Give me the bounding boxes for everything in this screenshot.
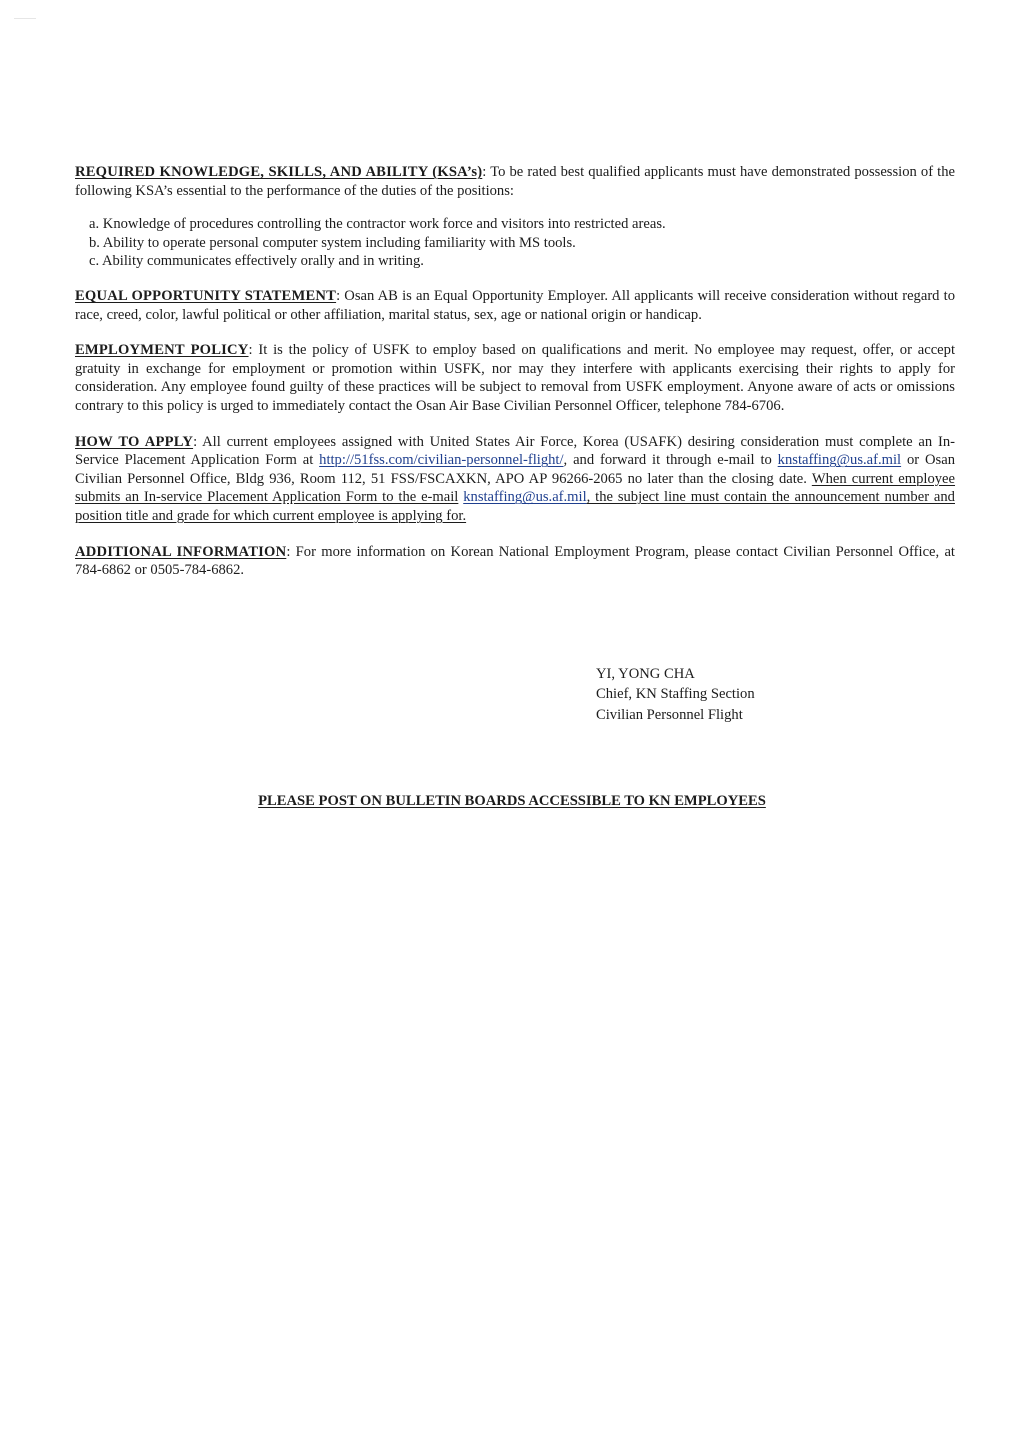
equal-opportunity-section: EQUAL OPPORTUNITY STATEMENT: Osan AB is an Equal Opportunity Employer. All applicants will receive consideration without regard to race, creed, color, lawful political or other affiliation, marital status, sex, age or national origin or handicap.: [75, 287, 955, 323]
signatory-office: Civilian Personnel Flight: [596, 706, 743, 723]
how-to-apply-text: , and forward it through e-mail to: [563, 452, 772, 469]
signatory-name: YI, YONG CHA: [596, 666, 695, 682]
posting-notice: PLEASE POST ON BULLETIN BOARDS ACCESSIBLE TO KN EMPLOYEES: [258, 793, 766, 809]
additional-info-heading: ADDITIONAL INFORMATION: [75, 543, 287, 560]
employment-policy-section: EMPLOYMENT POLICY: It is the policy of USFK to employ based on qualifications and merit. No employee may request, offer, or accept gratuity in exchange for employment or promotion within USFK, nor may they interfere with applicants exercising their rights to apply for consideration. Any employee found guilty of these practices will be subject to removal from USFK employment. Anyone aware of acts or omissions contrary to this policy is urged to immediately contact the Osan Air Base Civilian Personnel Officer, telephone 784-6706.: [75, 342, 955, 414]
staffing-email-link[interactable]: knstaffing@us.af.mil: [777, 452, 902, 469]
application-form-link[interactable]: http://51fss.com/civilian-personnel-flight/: [319, 452, 564, 469]
list-item: b. Ability to operate personal computer system including familiarity with MS tools.: [89, 234, 576, 251]
ksa-list: [75, 215, 955, 271]
how-to-apply-text: or Osan Civilian Personnel Office, Bldg 936, Room 112, 51 FSS/FSCAXKN, APO AP 96266-2065 no later than the closing date.: [75, 452, 955, 487]
ksa-intro: To be rated best qualified applicants must have demonstrated possession of the following KSA’s essential to the performance of the duties of the positions:: [75, 164, 955, 199]
scan-artifact: [14, 18, 36, 19]
equal-opportunity-text: Osan AB is an Equal Opportunity Employer. All applicants will receive consideration without regard to race, creed, color, lawful political or other affiliation, marital status, sex, age or national origin or handicap.: [75, 287, 955, 323]
equal-opportunity-heading: EQUAL OPPORTUNITY STATEMENT: [75, 287, 337, 304]
how-to-apply-heading: HOW TO APPLY: [75, 433, 194, 450]
additional-info-text: For more information on Korean National Employment Program, please contact Civilian Personnel Office, at 784-6862 or 0505-784-6862.: [75, 543, 955, 579]
signature-block: [596, 664, 755, 725]
ksa-section: REQUIRED KNOWLEDGE, SKILLS, AND ABILITY (KSA’s): To be rated best qualified applicants must have demonstrated possession of the following KSA’s essential to the performance of the duties of the positions:: [75, 164, 955, 199]
list-item: a. Knowledge of procedures controlling the contractor work force and visitors into restricted areas.: [89, 216, 666, 233]
subject-line-instruction: When current employee submits an In-service Placement Application Form to the e-mail: [75, 470, 956, 506]
list-item: c. Ability communicates effectively orally and in writing.: [89, 253, 424, 270]
how-to-apply-text: All current employees assigned with United States Air Force, Korea (USAFK) desiring consideration must complete an In-Service Placement Application Form at: [75, 433, 955, 469]
employment-policy-text: It is the policy of USFK to employ based on qualifications and merit. No employee may request, offer, or accept gratuity in exchange for employment or promotion within USFK, nor may they interfere with applicants exercising their rights to apply for consideration. Any employee found guilty of these practices will be subject to removal from USFK employment. Anyone aware of acts or omissions contrary to this policy is urged to immediately contact the Osan Air Base Civilian Personnel Officer, telephone 784-6706.: [75, 342, 955, 414]
how-to-apply-section: HOW TO APPLY: All current employees assigned with United States Air Force, Korea (USAFK) desiring consideration must complete an In-Service Placement Application Form at http://51fss.com/civilian-personnel-flight/, and forward it through e-mail to knstaffing@us.af.mil or Osan Civilian Personnel Office, Bldg 936, Room 112, 51 FSS/FSCAXKN, APO AP 96266-2065 no later than the closing date. When current employee submits an In-service Placement Application Form to the e-mail knstaffing@us.af.mil, the subject line must contain the announcement number and position title and grade for which current employee is applying for.: [75, 433, 956, 524]
additional-info-section: ADDITIONAL INFORMATION: For more information on Korean National Employment Program, please contact Civilian Personnel Office, at 784-6862 or 0505-784-6862.: [75, 543, 955, 579]
subject-line-instruction-end: , the subject line must contain the announcement number and position title and grade for which current employee is applying for.: [75, 489, 955, 524]
signatory-title: Chief, KN Staffing Section: [596, 686, 755, 703]
document-body: [75, 163, 955, 597]
employment-policy-heading: EMPLOYMENT POLICY: [75, 342, 249, 359]
staffing-email-link[interactable]: knstaffing@us.af.mil: [463, 489, 587, 506]
ksa-heading: REQUIRED KNOWLEDGE, SKILLS, AND ABILITY (KSA’s): [75, 164, 483, 180]
